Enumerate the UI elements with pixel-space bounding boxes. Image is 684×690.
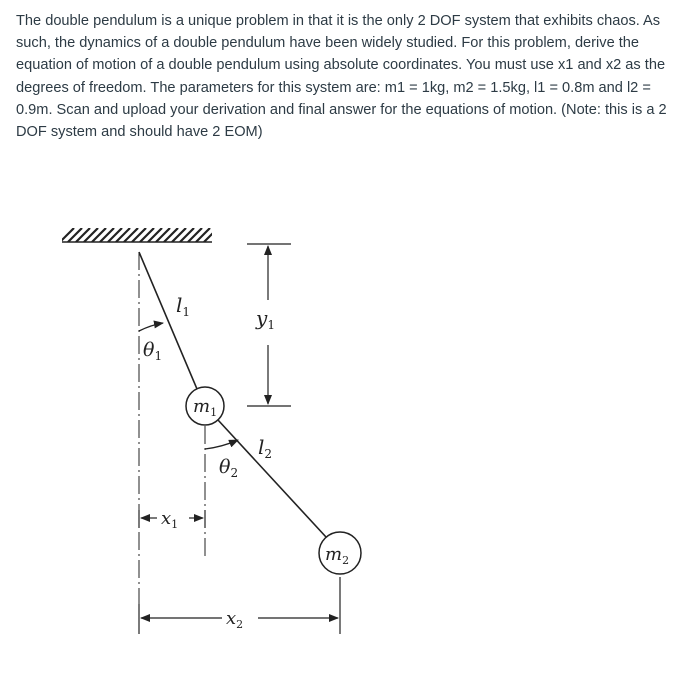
label-m1: $m_1$ — [193, 396, 218, 419]
label-l2: $l_2$ — [258, 435, 273, 461]
theta2-arrow — [205, 440, 238, 449]
label-x1: $x_1$ — [161, 508, 179, 531]
label-theta1: $\theta_1$ — [143, 339, 163, 363]
rod-1 — [139, 252, 197, 389]
label-x2: $x_2$ — [226, 608, 244, 631]
label-l1: $l_1$ — [176, 293, 191, 319]
ceiling-hatch — [60, 228, 218, 242]
label-m2: $m_2$ — [325, 544, 350, 567]
theta1-arrow — [139, 323, 163, 331]
label-theta2: $\theta_2$ — [219, 456, 239, 480]
label-y1: $y_1$ — [256, 306, 275, 332]
problem-statement: The double pendulum is a unique problem in that it is the only 2 DOF system that exhibits chaos. As such, the dynamics of a double pendulum have been widely studied. For this problem, derive the equation of motion of a double pendulum using absolute coordinates. You must use x1 and x2 as the degrees of freedom. The parameters for this system are: m1 = 1kg, m2 = 1.5kg, l1 = 0.8m and l2 = 0.9m. Scan and upload your derivation and final answer for the equations of motion. (Note: this is a 2 DOF system and should have 2 EOM) — [16, 13, 667, 141]
